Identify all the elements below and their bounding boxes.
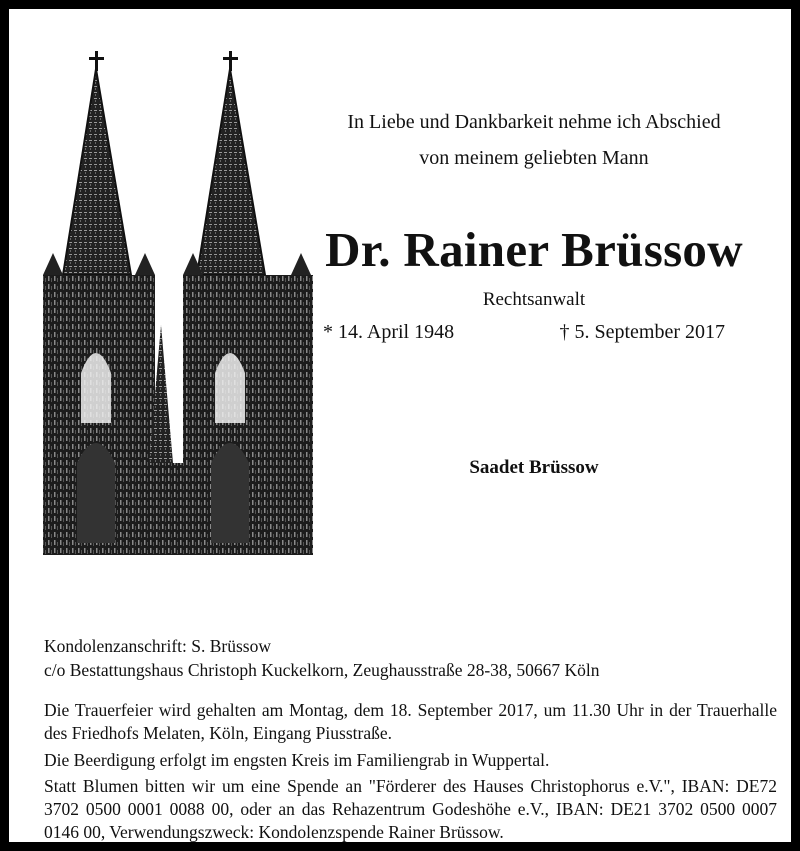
mourner-name: Saadet Brüssow xyxy=(469,457,599,478)
deceased-name: Dr. Rainer Brüssow xyxy=(325,222,743,277)
profession: Rechtsanwalt xyxy=(482,289,586,310)
death-date: † 5. September 2017 xyxy=(559,321,725,343)
donation-text: Statt Blumen bitten wir um eine Spende an "Förderer des Hauses Christophorus e.V.", IBAN: DE72 3702 0500 0001 0088 00, oder an das Rehazentrum Godeshöhe e.V., IBAN: DE21 3702 0500 0007 0146 00, Verwendungszweck: Kondolenzspende Rainer Brüssow. xyxy=(44,776,777,842)
ceremony-text: Die Trauerfeier wird gehalten am Montag, dem 18. September 2017, um 11.30 Uhr in der Trauerhalle des Friedhofs Melaten, Köln, Eingang Piusstraße. xyxy=(44,700,777,743)
left-tower xyxy=(43,51,155,555)
intro-line-1: In Liebe und Dankbarkeit nehme ich Abschied xyxy=(347,111,721,133)
funeral-home-address: c/o Bestattungshaus Christoph Kuckelkorn, Zeughausstraße 28-38, 50667 Köln xyxy=(44,660,600,680)
intro-line-2: von meinem geliebten Mann xyxy=(419,147,649,169)
burial-text: Die Beerdigung erfolgt im engsten Kreis im Familiengrab in Wuppertal. xyxy=(44,750,550,770)
cathedral-image xyxy=(23,43,315,555)
birth-date: * 14. April 1948 xyxy=(323,321,455,343)
condolence-address: Kondolenzanschrift: S. Brüssow xyxy=(44,636,271,656)
right-tower xyxy=(183,51,313,555)
